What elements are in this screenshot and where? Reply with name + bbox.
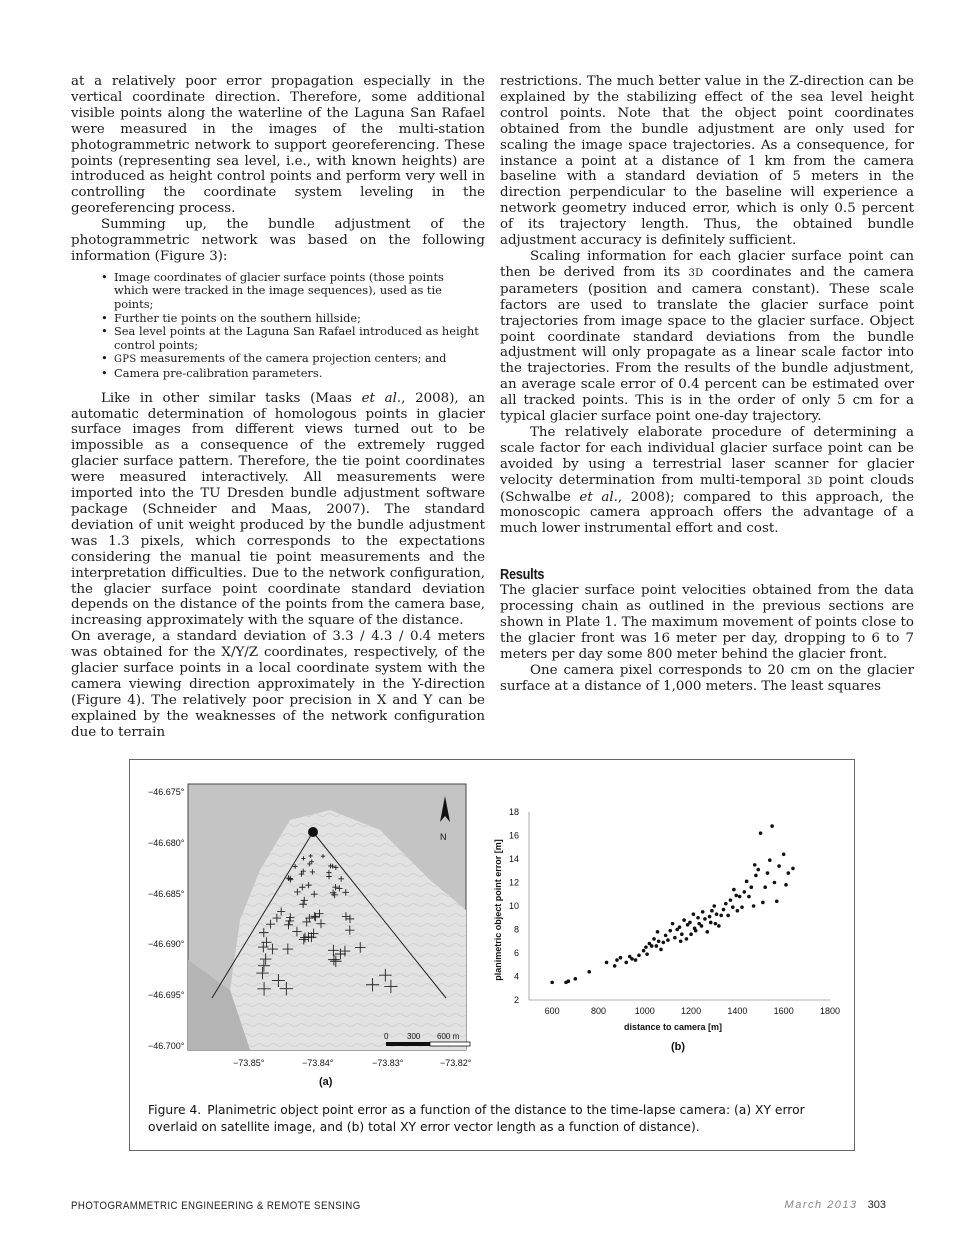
data-point <box>661 941 665 945</box>
y-tick-label: 8 <box>513 924 519 935</box>
north-label: N <box>440 832 447 842</box>
data-point <box>637 954 641 958</box>
y-tick-label: 4 <box>513 971 519 982</box>
figure-4 <box>129 759 855 1151</box>
data-point <box>613 964 617 968</box>
bullet-text: measurements of the camera projection centers; and <box>140 351 447 366</box>
data-point <box>679 939 683 943</box>
x-tick-label: 1800 <box>819 1006 841 1016</box>
data-point <box>567 979 571 983</box>
data-point <box>729 898 733 902</box>
journal-name: PHOTOGRAMMETRIC ENGINEERING & REMOTE SENSING <box>71 1200 361 1212</box>
data-point <box>761 901 765 905</box>
section-heading-results: Results <box>500 566 545 584</box>
text-run: coordinates and the camera parameters (position and camera constant). These scale factors are used to translate the glacier surface point trajectories from image space to the glacier surface. Object point coordinate standard deviations from the bundle adjustment will only propagate as a linear scale factor into the trajectories. From the results of the bundle adjustment, an average scale error of 0.4 percent can be estimated over all tracked points. This is in the order of only 5 cm for a typical glacier surface point one-day trajectory. <box>500 264 914 425</box>
figure-graphics <box>130 760 854 1100</box>
body-paragraph <box>71 391 485 630</box>
x-tick-label: 1400 <box>727 1006 748 1016</box>
y-tick-label: 6 <box>513 948 519 958</box>
lat-label: −46.675° <box>148 787 185 797</box>
data-point <box>689 932 693 936</box>
scatter-chart <box>493 807 840 1053</box>
lon-label: −73.84° <box>302 1058 334 1068</box>
right-column <box>500 74 914 695</box>
data-point <box>732 888 736 892</box>
y-ticks <box>509 807 519 1005</box>
data-point <box>655 944 659 948</box>
body-paragraph <box>500 249 914 425</box>
data-point <box>745 880 749 884</box>
data-point <box>787 871 791 875</box>
data-point <box>726 914 730 918</box>
page-number: 303 <box>867 1199 886 1211</box>
lon-label: −73.83° <box>372 1058 404 1068</box>
data-point <box>645 952 649 956</box>
data-point <box>680 932 684 936</box>
lon-label: −73.82° <box>440 1058 472 1068</box>
data-point <box>791 867 795 871</box>
satellite-map <box>148 784 472 1088</box>
data-point <box>749 885 753 889</box>
data-point <box>710 909 714 913</box>
data-point <box>630 957 634 961</box>
data-point <box>743 890 747 894</box>
text-run: , 2008), an automatic determination of homologous points in glacier surface images from different views turned out to be impossible as a consequence of the extremely rugged glacier surface pattern. Therefore, the tie point coordinates were measured interactively. All measurements were imported into the TU Dresden bundle adjustment software package (Schneider and Maas, 2007). The standard deviation of unit weight produced by the bundle adjustment was 1.3 pixels, which corresponds to the expectations considering the manual tie point measurements and the interpretation difficulties. Due to the network configuration, the glacier surface point coordinate standard deviation depends on the distance of the points from the camera base, increasing approximately with the square of the distance. <box>71 390 485 629</box>
lat-label: −46.695° <box>148 990 185 1000</box>
data-point <box>688 921 692 925</box>
bullet-item: • Camera pre-calibration parameters. <box>71 367 485 381</box>
body-paragraph: The glacier surface point velocities obtained from the data processing chain as outlined in the previous sections are shown in Plate 1. The maximum movement of points close to the glacier front was 16 meter per day, dropping to 6 to 7 meters per day some 800 meter behind the glacier front. <box>500 583 914 662</box>
data-point <box>717 924 721 928</box>
y-tick-label: 18 <box>508 807 519 817</box>
data-point <box>666 938 670 942</box>
data-point <box>574 977 578 981</box>
body-paragraph: at a relatively poor error propagation especially in the vertical coordinate direction. Therefore, some additional visible points along the waterline of the Laguna San Rafael were measured in the images of the multi-station photogrammetric network to support georeferencing. These points (representing sea level, i.e., with known heights) are introduced as height control points and perform very well in controlling the coordinate system leveling in the georeferencing process. <box>71 74 485 217</box>
data-point <box>678 925 682 929</box>
data-point <box>759 831 763 835</box>
page-footer <box>785 1199 886 1211</box>
caption-text: Planimetric object point error as a function of the distance to the time-lapse camera: (a) XY error overlaid on satellite image, and (b) total XY error vector length as a function of distance). <box>148 1103 805 1134</box>
x-tick-label: 800 <box>590 1006 606 1016</box>
data-point <box>615 958 619 962</box>
scale-label-600: 600 m <box>437 1032 460 1041</box>
figure-caption <box>148 1102 828 1136</box>
data-point <box>694 929 698 933</box>
data-point <box>752 904 756 908</box>
lat-label: −46.700° <box>148 1041 185 1051</box>
data-point <box>671 922 675 926</box>
data-point <box>712 904 716 908</box>
data-point <box>659 948 663 952</box>
lat-label: −46.680° <box>148 838 185 848</box>
data-point <box>736 909 740 913</box>
data-point <box>753 863 757 867</box>
data-point <box>703 917 707 921</box>
data-point <box>777 864 781 868</box>
gps-abbr: GPS <box>114 354 137 366</box>
data-point <box>754 874 758 878</box>
text-run: Scaling information for each glacier surface point can then be derived from its <box>500 248 914 280</box>
data-point <box>685 937 689 941</box>
data-point <box>656 930 660 934</box>
scale-label-300: 300 <box>407 1032 421 1041</box>
left-column <box>71 74 485 741</box>
y-axis-title: planimetric object point error [m] <box>493 839 503 981</box>
y-tick-label: 14 <box>508 854 519 864</box>
data-point <box>709 921 713 925</box>
data-point <box>692 912 696 916</box>
et-al: et al. <box>579 489 618 505</box>
bullet-item: • Image coordinates of glacier surface points (those points which were tracked in the image sequences), used as tie points; <box>71 271 485 312</box>
data-point <box>731 905 735 909</box>
figure-label: Figure 4. <box>148 1103 202 1117</box>
abbr-3d: 3D <box>688 267 704 279</box>
body-paragraph: One camera pixel corresponds to 20 cm on the glacier surface at a distance of 1,000 meters. The least squares <box>500 662 914 694</box>
body-paragraph: On average, a standard deviation of 3.3 / 4.3 / 0.4 meters was obtained for the X/Y/Z coordinates, respectively, of the glacier surface points in a local coordinate system with the camera viewing direction approximately in the Y-direction (Figure 4). The relatively poor precision in X and Y can be explained by the weaknesses of the network configuration due to terrain <box>71 629 485 740</box>
x-tick-label: 1000 <box>634 1006 655 1016</box>
y-tick-label: 2 <box>513 995 519 1005</box>
data-point <box>763 885 767 889</box>
data-point <box>644 945 648 949</box>
scale-label-0: 0 <box>384 1032 389 1041</box>
data-point <box>696 916 700 920</box>
text-run: , 2008); compared to this approach, the monoscopic camera approach offers the advantage of a much lower instrumental effort and cost. <box>500 489 914 537</box>
data-point <box>722 908 726 912</box>
data-point <box>770 824 774 828</box>
data-point <box>700 924 704 928</box>
data-point <box>673 936 677 940</box>
data-point <box>701 910 705 914</box>
bullet-item <box>71 352 485 367</box>
data-point <box>605 961 609 965</box>
body-paragraph: restrictions. The much better value in the Z-direction can be explained by the stabilizing effect of the sea level height control points. Note that the object point coordinates obtained from the bundle adjustment are only used for scaling the image space trajectories. As a consequence, for instance a point at a distance of 1 km from the camera baseline with a standard deviation of 5 meters in the direction perpendicular to the baseline will experience a network geometry induced error, which is only 0.5 percent of its trajectory length. Thus, the obtained bundle adjustment accuracy is definitely sufficient. <box>500 74 914 249</box>
bullet-item: • Further tie points on the southern hillside; <box>71 312 485 326</box>
data-point <box>642 949 646 953</box>
data-points <box>550 824 794 984</box>
data-point <box>719 914 723 918</box>
panel-label-a: (a) <box>319 1076 333 1088</box>
abbr-3d: 3D <box>807 475 823 487</box>
data-point <box>715 912 719 916</box>
data-point <box>784 883 788 887</box>
data-point <box>740 905 744 909</box>
x-tick-label: 1200 <box>681 1006 702 1016</box>
data-point <box>782 853 786 857</box>
data-point <box>619 956 623 960</box>
data-point <box>657 939 661 943</box>
panel-label-b: (b) <box>671 1041 686 1053</box>
text-run: The relatively elaborate procedure of determining a scale factor for each individual glacier surface point can be avoided by using a terrestrial laser scanner for glacier velocity determination from multi-temporal <box>500 424 914 488</box>
x-tick-label: 600 <box>544 1006 560 1016</box>
data-point <box>747 895 751 899</box>
data-point <box>550 981 554 985</box>
scale-bar <box>386 1042 470 1046</box>
data-point <box>668 929 672 933</box>
data-point <box>714 922 718 926</box>
data-point <box>773 881 777 885</box>
data-point <box>724 902 728 906</box>
y-tick-label: 16 <box>508 830 519 841</box>
bullet-item: • Sea level points at the Laguna San Rafael introduced as height control points; <box>71 325 485 352</box>
lat-label: −46.690° <box>148 939 185 949</box>
x-ticks <box>545 1006 840 1016</box>
body-paragraph: Summing up, the bundle adjustment of the photogrammetric network was based on the following information (Figure 3): <box>71 217 485 264</box>
body-paragraph <box>500 425 914 537</box>
x-tick-label: 1600 <box>773 1006 794 1016</box>
text-run: Like in other similar tasks (Maas <box>101 390 362 406</box>
data-point <box>734 894 738 898</box>
data-point <box>708 915 712 919</box>
y-tick-label: 12 <box>508 877 519 888</box>
data-point <box>682 918 686 922</box>
issue-date: March 2013 <box>784 1199 858 1211</box>
data-point <box>738 895 742 899</box>
data-point <box>650 944 654 948</box>
data-point <box>664 934 668 938</box>
data-point <box>634 958 638 962</box>
y-tick-label: 10 <box>508 901 519 911</box>
data-point <box>775 900 779 904</box>
data-point <box>587 970 591 974</box>
data-point <box>705 930 709 934</box>
data-point <box>624 961 628 965</box>
x-axis-title: distance to camera [m] <box>623 1022 723 1032</box>
data-point <box>756 868 760 872</box>
bullet-list <box>71 271 485 381</box>
data-point <box>768 858 772 862</box>
camera-location-marker <box>308 827 318 837</box>
data-point <box>766 871 770 875</box>
lat-label: −46.685° <box>148 889 185 899</box>
et-al: et al. <box>361 390 402 406</box>
lon-label: −73.85° <box>233 1058 265 1068</box>
text-run: point clouds (Schwalbe <box>500 472 914 505</box>
data-point <box>652 937 656 941</box>
